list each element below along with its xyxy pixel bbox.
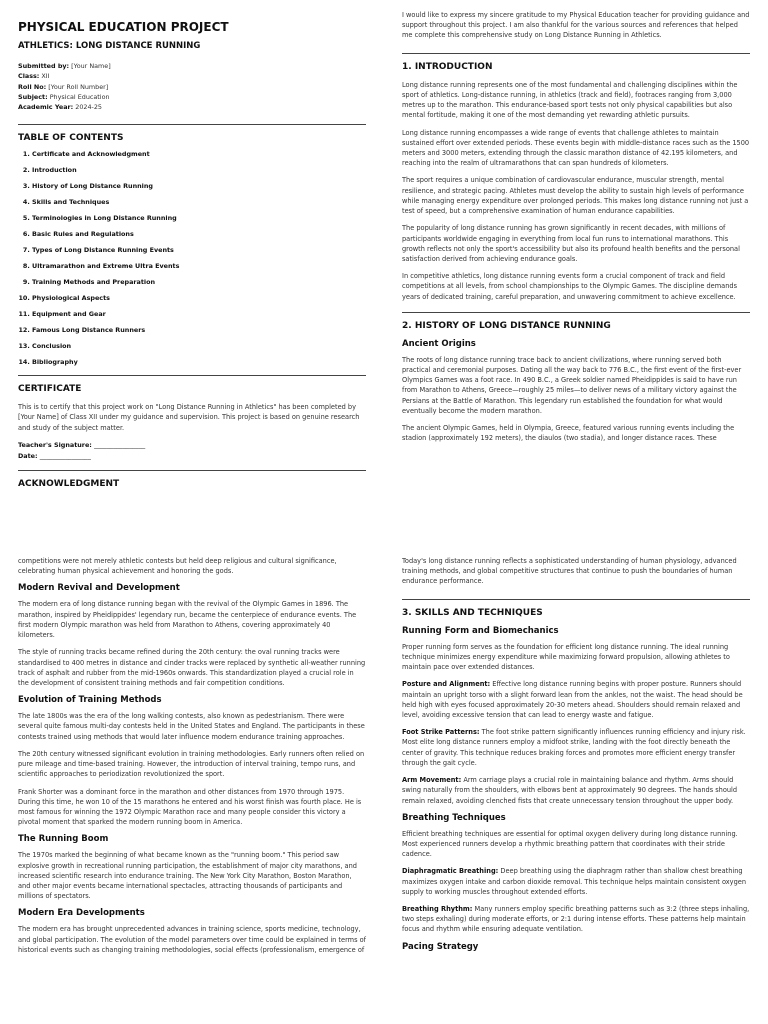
paragraph: The modern era of long distance running began with the revival of the Olympic Games in 1896. The marathon, inspired by Pheidippides' legendary run, became the centerpiece of endurance events. The first modern Olympic marathon was held from Marathon to Athens, covering approximately 40 kilometers. [18,600,357,640]
skills-heading: 3. SKILLS AND TECHNIQUES [402,607,543,618]
signature-line: Teacher's Signature: ________________ [18,440,146,449]
toc-item[interactable]: 14. Bibliography [32,359,366,365]
certificate-heading: CERTIFICATE [18,384,82,395]
certificate-section [18,375,366,461]
pacing-heading: Pacing Strategy [402,941,479,952]
paragraph: Efficient breathing techniques are essential for optimal oxygen delivery during long distance running. Most experienced runners develop a rhythmic breathing pattern that coordinates with their stride cadence. [402,829,738,859]
page-1-right [384,0,768,524]
document-subtitle: ATHLETICS: LONG DISTANCE RUNNING [18,41,201,51]
paragraph: The late 1800s was the era of the long walking contests, also known as pedestrianism. There were several quite famous multi-day contests held in the United States and England. The participants in these contests trained using methods that would later influence modern endurance training approaches. [18,712,365,741]
meta-row: Submitted by: [Your Name] [18,62,111,70]
paragraph: The sport requires a unique combination of cardiovascular endurance, muscular strength, mental resilience, and strategic pacing. Athletes must develop the ability to sustain high levels of performance while managing energy expenditure over prolonged periods. This makes long distance running not just a test of speed, but a comprehensive examination of human endurance capabilities. [402,176,749,216]
running-boom-heading: The Running Boom [18,834,109,845]
toc-list [18,151,366,365]
paragraph: Today's long distance running reflects a sophisticated understanding of human physiology, advanced training methods, and global competitive structures that continue to push the boundaries of human endurance performance. [402,557,737,586]
history-section [402,312,750,444]
toc-heading: TABLE OF CONTENTS [18,133,124,144]
toc-item[interactable]: 3. History of Long Distance Running [32,183,366,189]
paragraph: competitions were not merely athletic contests but held deep religious and cultural significance, celebrating human physical achievement and honoring the gods. [18,557,337,576]
meta-row: Class: XII [18,72,50,81]
toc-item[interactable]: 6. Basic Rules and Regulations [32,231,366,237]
toc-item[interactable]: 2. Introduction [32,167,366,173]
certificate-text: This is to certify that this project work on "Long Distance Running in Athletics" has been completed by [Your Name] of Class XII under my guidance and supervision. This project is based on genuine research and study of the subject matter. [18,403,360,432]
paragraph: Long distance running represents one of the most fundamental and challenging disciplines within the sport of athletics. Long-distance running, in athletics (track and field), footraces ranging from 3,000 metres up to the marathon. This endurance-based sport tests not only physical capabilities but also mental fortitude, making it one of the most demanding yet rewarding athletic pursuits. [402,80,738,120]
toc-item[interactable]: 7. Types of Long Distance Running Events [32,247,366,253]
page-gap [0,524,768,540]
paragraph: The 20th century witnessed significant evolution in training methodologies. Early runners often relied on pure mileage and time-based training. However, the introduction of interval training, tempo runs, and scientific approaches to periodization revolutionized the sport. [18,749,365,779]
modern-revival-heading: Modern Revival and Development [18,583,180,594]
toc-item[interactable]: 8. Ultramarathon and Extreme Ultra Events [32,263,366,269]
paragraph: The style of running tracks became refined during the 20th century: the oval running tracks were standardised to 400 metres in distance and cinder tracks were replaced by synthetic all-weather running track of asphalt and rubber from the mid-1960s onwards. This standardization played a crucial role in the development of consistent training methods and fair competition conditions. [18,648,366,687]
toc-item[interactable]: 13. Conclusion [32,343,366,349]
toc-section [18,124,366,365]
paragraph: The modern era has brought unprecedented advances in training science, sports medicine, technology, and global participation. The evolution of the model parameters over time could be explained in terms of historical events such as changing training methodologies, social effects (professionalism, emergence of [18,925,366,954]
paragraph: Breathing Rhythm: Many runners employ specific breathing patterns such as 3:2 (three steps inhaling, two steps exhaling) during moderate efforts, or 2:1 during intense efforts. These patterns help maintain focus and rhythm while ensuring adequate ventilation. [402,905,750,934]
toc-item[interactable]: 10. Physiological Aspects [32,295,366,301]
meta-row: Roll No: [Your Roll Number] [18,82,109,91]
toc-item[interactable]: 9. Training Methods and Preparation [32,279,366,285]
paragraph: In competitive athletics, long distance running events form a crucial component of track and field competitions at all levels, from school championships to the Olympic Games. The discipline demands years of dedicated training, careful preparation, and unwavering commitment to achieve excellence. [402,272,738,301]
toc-item[interactable]: 5. Terminologies in Long Distance Running [32,215,366,221]
paragraph: Diaphragmatic Breathing: Deep breathing using the diaphragm rather than shallow chest breathing maximizes oxygen intake and carbon dioxide removal. This technique helps maintain consistent oxygen supply to working muscles throughout extended efforts. [402,867,747,896]
meta-row: Subject: Physical Education [18,92,110,101]
acknowledgment-text: I would like to express my sincere gratitude to my Physical Education teacher for providing guidance and support throughout this project. I am also thankful for the various sources and references that helped me complete this comprehensive study on Long Distance Running in Athletics. [402,11,750,40]
cover-meta [18,61,366,112]
history-heading: 2. HISTORY OF LONG DISTANCE RUNNING [402,320,611,331]
modern-era-heading: Modern Era Developments [18,908,145,919]
page-1-left [0,0,384,524]
toc-item[interactable]: 12. Famous Long Distance Runners [32,327,366,333]
introduction-heading: 1. INTRODUCTION [402,61,493,72]
toc-item[interactable]: 4. Skills and Techniques [32,199,366,205]
introduction-section [402,53,750,302]
paragraph: The ancient Olympic Games, held in Olympia, Greece, featured various running events including the stadion (approximately 192 meters), the diaulos (two stadia), and longer distance races. These [402,424,735,443]
meta-row: Academic Year: 2024-25 [18,103,102,111]
ancient-origins-heading: Ancient Origins [402,338,476,349]
acknowledgment-heading: ACKNOWLEDGMENT [18,478,120,489]
skills-section [402,599,750,952]
acknowledgment-section [18,470,366,489]
paragraph: Proper running form serves as the foundation for efficient long distance running. The ideal running technique minimizes energy expenditure while maximizing forward propulsion, allowing athletes to maintain pace over extended distances. [402,642,730,672]
page-2-left [0,540,384,1024]
page-2-right [384,540,768,1024]
paragraph: Long distance running encompasses a wide range of events that challenge athletes to maintain sustained effort over extended periods. These events begin with middle-distance races such as the 1500 meters and 3000 meters, extending through the classic marathon distance of 42.195 kilometers, and reaching into the realm of ultramarathons that can span hundreds of kilometers. [402,128,750,168]
evolution-heading: Evolution of Training Methods [18,695,162,706]
paragraph: Arm Movement: Arm carriage plays a crucial role in maintaining balance and rhythm. Arms should swing naturally from the shoulders, with elbows bent at approximately 90 degrees. The hands should remain relaxed, avoiding clenched fists that create unnecessary tension throughout the upper body. [402,776,738,805]
paragraph: Foot Strike Patterns: The foot strike pattern significantly influences running efficiency and injury risk. Most elite long distance runners employ a midfoot strike, landing with the foot directly beneath the center of gravity. This technique reduces braking forces and promotes more efficient energy transfer through the gait cycle. [402,728,746,767]
paragraph: The 1970s marked the beginning of what became known as the "running boom." This period saw explosive growth in recreational running participation, the establishment of major city marathons, and increased scientific research into endurance training. The New York City Marathon, Boston Marathon, and other major events became international spectacles, attracting thousands of participants and millions of spectators. [18,851,357,901]
paragraph: Frank Shorter was a dominant force in the marathon and other distances from 1970 through 1975. During this time, he won 10 of the 15 marathons he entered and his worst finish was fourth place. He is most famous for winning the 1972 Olympic Marathon race and many people consider this victory a pivotal moment that sparked the modern running boom in America. [18,787,362,827]
paragraph: Posture and Alignment: Effective long distance running begins with proper posture. Runners should maintain an upright torso with a slight forward lean from the ankles, not the waist. The head should be held high with eyes focused approximately 20-30 meters ahead. Shoulders should remain relaxed and level, avoiding excessive tension that can lead to energy waste and fatigue. [402,680,743,719]
running-form-heading: Running Form and Biomechanics [402,625,559,636]
toc-item[interactable]: 1. Certificate and Acknowledgment [32,151,366,157]
date-line: Date: ________________ [18,451,91,460]
paragraph: The roots of long distance running trace back to ancient civilizations, where running served both practical and ceremonial purposes. Dating all the way back to 776 B.C., the first event of the first-ever Olympics Games was a foot race. In 490 B.C., a Greek soldier named Pheidippides is said to have run from Marathon to Athens, Greece—roughly 25 miles—to deliver news of a military victory against the Persians at the Battle of Marathon. This legendary run established the foundation for what would eventually become the modern marathon. [402,355,742,415]
document-title: PHYSICAL EDUCATION PROJECT [18,20,229,34]
paragraph: The popularity of long distance running has grown significantly in recent decades, with millions of participants worldwide engaging in everything from local fun runs to international marathons. This growth reflects not only the sport's accessibility but also its profound health benefits and the personal satisfaction derived from achieving endurance goals. [402,224,740,263]
breathing-heading: Breathing Techniques [402,812,506,823]
toc-item[interactable]: 11. Equipment and Gear [32,311,366,317]
